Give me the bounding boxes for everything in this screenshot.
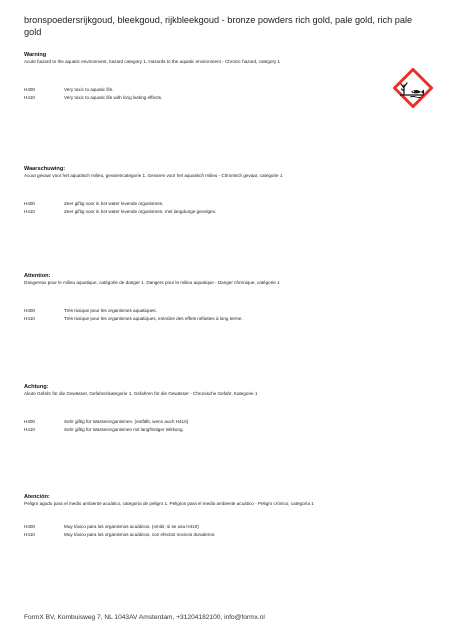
- section-warning-en: [24, 52, 428, 102]
- statement-code: H410: [24, 316, 35, 321]
- statement-code: H410: [24, 95, 35, 100]
- section-warning-nl: [24, 166, 428, 216]
- statement-code: H400: [24, 524, 35, 529]
- section-classification: Peligro agudo para el medio ambiente acuático, categoría de peligro 1. Peligros para el medio ambiente acuático - Peligro crónico, categoría 1: [24, 501, 314, 506]
- statement-code: H400: [24, 201, 35, 206]
- statement-text: Très toxique pour les organismes aquatiques.: [64, 308, 157, 313]
- hazard-statement: [24, 208, 428, 216]
- statement-text: Zeer giftig voor in het water levende organismen, met langdurige gevolgen.: [64, 209, 217, 214]
- statement-text: Sehr giftig für Wasserorganismen mit langfristiger Wirkung.: [64, 427, 184, 432]
- hazard-statement: [24, 315, 428, 323]
- hazard-statement: [24, 531, 428, 539]
- section-heading: Atención:: [24, 494, 50, 500]
- statement-code: H410: [24, 427, 35, 432]
- statement-text: Very toxic to aquatic life with long lasting effects.: [64, 95, 163, 100]
- statement-code: H410: [24, 532, 35, 537]
- hazard-statement: [24, 523, 428, 531]
- statement-text: Très toxique pour les organismes aquatiques, entraîne des effets néfastes à long terme.: [64, 316, 243, 321]
- section-heading: Waarschuwing:: [24, 166, 66, 172]
- footer-address: FormX BV, Kombuisweg 7, NL 1043AV Amsterdam, +31204182100, info@formx.nl: [24, 614, 265, 621]
- section-warning-es: [24, 494, 428, 539]
- hazard-statement: [24, 86, 428, 94]
- statement-text: Sehr giftig für Wasserorganismen. (entfällt, wenn auch H410): [64, 419, 189, 424]
- section-heading: Warning: [24, 52, 47, 58]
- section-warning-fr: [24, 273, 428, 323]
- hazard-statement: [24, 426, 428, 434]
- statement-code: H400: [24, 419, 35, 424]
- section-classification: Acute hazard to the aquatic environment, hazard category 1. Hazards to the aquatic environment - Chronic hazard, category 1: [24, 59, 281, 64]
- section-classification: Dangereux pour le milieu aquatique, catégorie de danger 1. Dangers pour le milieu aquatique - Danger chronique, catégorie 1: [24, 280, 280, 285]
- hazard-statement: [24, 307, 428, 315]
- statement-text: Very toxic to aquatic life.: [64, 87, 114, 92]
- section-heading: Achtung:: [24, 384, 49, 390]
- section-warning-de: [24, 384, 428, 434]
- statement-code: H400: [24, 87, 35, 92]
- section-heading: Attention:: [24, 273, 51, 279]
- section-classification: Akute Gefahr für die Gewässer, Gefahrenkategorie 1. Gefahren für die Gewässer - Chronische Gefahr, Kategorie 1: [24, 391, 258, 396]
- statement-text: Muy tóxico para los organismos acuáticos. (omitir, si se usa H410): [64, 524, 199, 529]
- hazard-statement: [24, 94, 428, 102]
- statement-code: H410: [24, 209, 35, 214]
- statement-text: Muy tóxico para los organismos acuáticos, con efectos nocivos duraderos.: [64, 532, 216, 537]
- statement-text: Zeer giftig voor in het water levende organismen.: [64, 201, 164, 206]
- hazard-statement: [24, 418, 428, 426]
- section-classification: Acuut gevaar voor het aquatisch milieu, gevarencategorie 1. Gevaren voor het aquatisch milieu - Chronisch gevaar, categorie 1: [24, 173, 283, 178]
- document-title: bronspoedersrijkgoud, bleekgoud, rijkbleekgoud - bronze powders rich gold, pale gold, rich pale gold: [24, 15, 413, 37]
- hazard-statement: [24, 200, 428, 208]
- statement-code: H400: [24, 308, 35, 313]
